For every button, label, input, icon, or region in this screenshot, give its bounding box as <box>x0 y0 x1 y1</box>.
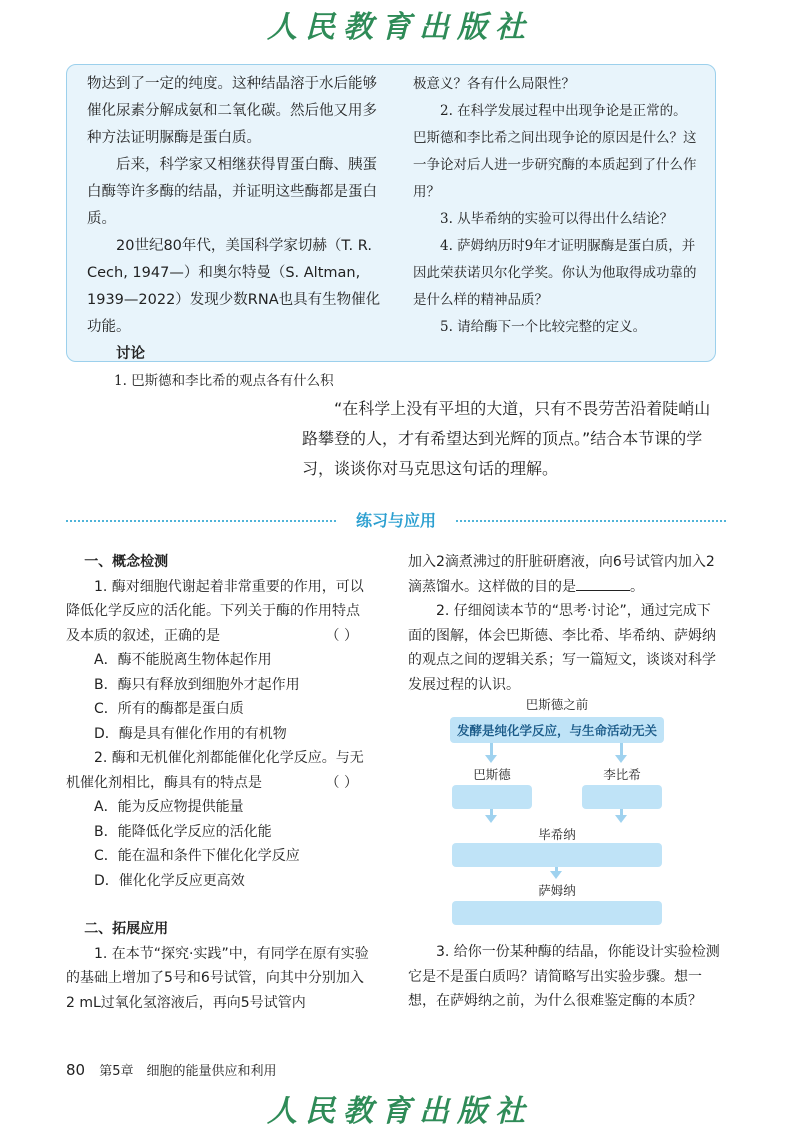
arrow-down-icon <box>615 755 627 763</box>
extension-q3-wrap <box>408 940 720 1014</box>
discussion-q5: 5. 请给酶下一个比较完整的定义。 <box>440 319 647 335</box>
discussion-q1: 1. 巴斯德和李比希的观点各有什么积 <box>114 373 334 389</box>
question-2 <box>66 746 372 795</box>
option: A．酶不能脱离生物体起作用 <box>94 652 272 668</box>
discussion-q4: 4. 萨姆纳历时9年才证明脲酶是蛋白质，并因此荣获诺贝尔化学奖。你认为他取得成功靠的是什么样的精神品质？ <box>413 238 697 308</box>
fill-blank[interactable] <box>576 590 630 591</box>
arrow-down-icon <box>485 755 497 763</box>
extension-q1: 1. 在本节“探究·实践”中，有同学在原有实验的基础上增加了5号和6号试管，向其中分别加入2 mL过氧化氢溶液后，再向5号试管内 <box>66 945 369 1011</box>
divider-wave <box>456 520 726 526</box>
diagram-top-label: 巴斯德之前 <box>525 697 589 712</box>
box-right-column <box>413 71 699 341</box>
arrow-down-icon <box>615 815 627 823</box>
answer-paren: （ ） <box>325 774 358 791</box>
question-1 <box>66 575 372 649</box>
publisher-logo-bottom: 人民教育出版社 <box>267 1094 533 1129</box>
exercise-left-column <box>66 550 372 1015</box>
extension-q1-cont <box>408 550 720 599</box>
extension-q2: 2. 仔细阅读本节的“思考·讨论”，通过完成下面的图解，体会巴斯德、李比希、毕希纳、萨姆纳的观点之间的逻辑关系；写一篇短文，谈谈对科学发展过程的认识。 <box>408 603 716 693</box>
extension-q3: 3. 给你一份某种酶的结晶，你能设计实验检测它是不是蛋白质吗？请简略写出实验步骤。想一想，在萨姆纳之前，为什么很难鉴定酶的本质？ <box>408 944 720 1009</box>
option: B．能降低化学反应的活化能 <box>94 823 272 840</box>
period: 。 <box>630 578 644 595</box>
option: D．催化化学反应更高效 <box>94 872 245 889</box>
reading-box <box>66 64 716 389</box>
page-number: 80 <box>66 1061 86 1079</box>
diagram-top-box-text: 发酵是纯化学反应，与生命活动无关 <box>456 723 657 738</box>
question-1-text: 1. 酶对细胞代谢起着非常重要的作用，可以降低化学反应的活化能。下列关于酶的作用特点及本质的叙述，正确的是 <box>66 578 364 644</box>
diagram-pasteur-box[interactable] <box>452 785 532 809</box>
divider-wave <box>66 520 336 526</box>
option: A．能为反应物提供能量 <box>94 799 244 815</box>
box-paragraph: 20世纪80年代，美国科学家切赫（T. R. Cech, 1947—）和奥尔特曼（S. Altman, 1939—2022）发现少数RNA也具有生物催化功能。 <box>87 238 381 335</box>
marx-quote <box>302 394 722 484</box>
discussion-q1-cont: 极意义？各有什么局限性？ <box>413 76 575 92</box>
discussion-q3: 3. 从毕希纳的实验可以得出什么结论？ <box>440 211 674 227</box>
option: C．所有的酶都是蛋白质 <box>94 701 244 717</box>
discussion-q2: 2. 在科学发展过程中出现争论是正常的。巴斯德和李比希之间出现争论的原因是什么？这一争论对后人进一步研究酶的本质起到了什么作用？ <box>413 103 697 200</box>
diagram-liebig-box[interactable] <box>582 785 662 809</box>
box-paragraph: 物达到了一定的纯度。这种结晶溶于水后能够催化尿素分解成氨和二氧化碳。然后他又用多种方法证明脲酶是蛋白质。 <box>87 76 377 146</box>
option: D．酶是具有催化作用的有机物 <box>94 725 287 742</box>
option: C．能在温和条件下催化化学反应 <box>94 848 300 864</box>
chapter-title: 第5章 细胞的能量供应和利用 <box>99 1064 277 1079</box>
diagram-buchner-box[interactable] <box>452 843 662 867</box>
diagram-sumner-box[interactable] <box>452 901 662 925</box>
arrow-down-icon <box>550 871 562 879</box>
concept-check-heading: 一、概念检测 <box>84 554 169 570</box>
diagram-liebig-label: 李比希 <box>603 767 641 782</box>
diagram-buchner-label: 毕希纳 <box>538 827 576 842</box>
exercise-right-column <box>408 550 720 697</box>
quote-text: “在科学上没有平坦的大道，只有不畏劳苦沿着陡峭山路攀登的人，才有希望达到光辉的顶点。”结合本节课的学习，谈谈你对马克思这句话的理解。 <box>302 399 711 478</box>
diagram-pasteur-label: 巴斯德 <box>473 767 511 782</box>
answer-paren: （ ） <box>325 627 358 644</box>
logic-diagram <box>448 695 666 935</box>
section-title: 练习与应用 <box>355 511 436 530</box>
diagram-sumner-label: 萨姆纳 <box>538 883 576 898</box>
page-footer <box>66 1060 277 1079</box>
publisher-logo-top: 人民教育出版社 <box>267 10 533 45</box>
box-left-column <box>87 71 387 395</box>
question-2-text: 2. 酶和无机催化剂都能催化化学反应。与无机催化剂相比，酶具有的特点是 <box>66 750 364 791</box>
option: B．酶只有释放到细胞外才起作用 <box>94 676 300 693</box>
box-paragraph: 后来，科学家又相继获得胃蛋白酶、胰蛋白酶等许多酶的结晶，并证明这些酶都是蛋白质。 <box>87 157 377 227</box>
extension-q1-cont-text: 加入2滴煮沸过的肝脏研磨液，向6号试管内加入2滴蒸馏水。这样做的目的是 <box>408 554 715 595</box>
discussion-heading: 讨论 <box>116 346 145 362</box>
extension-heading: 二、拓展应用 <box>84 921 169 937</box>
diagram-top-box <box>450 717 664 743</box>
arrow-down-icon <box>485 815 497 823</box>
section-header <box>0 506 800 536</box>
